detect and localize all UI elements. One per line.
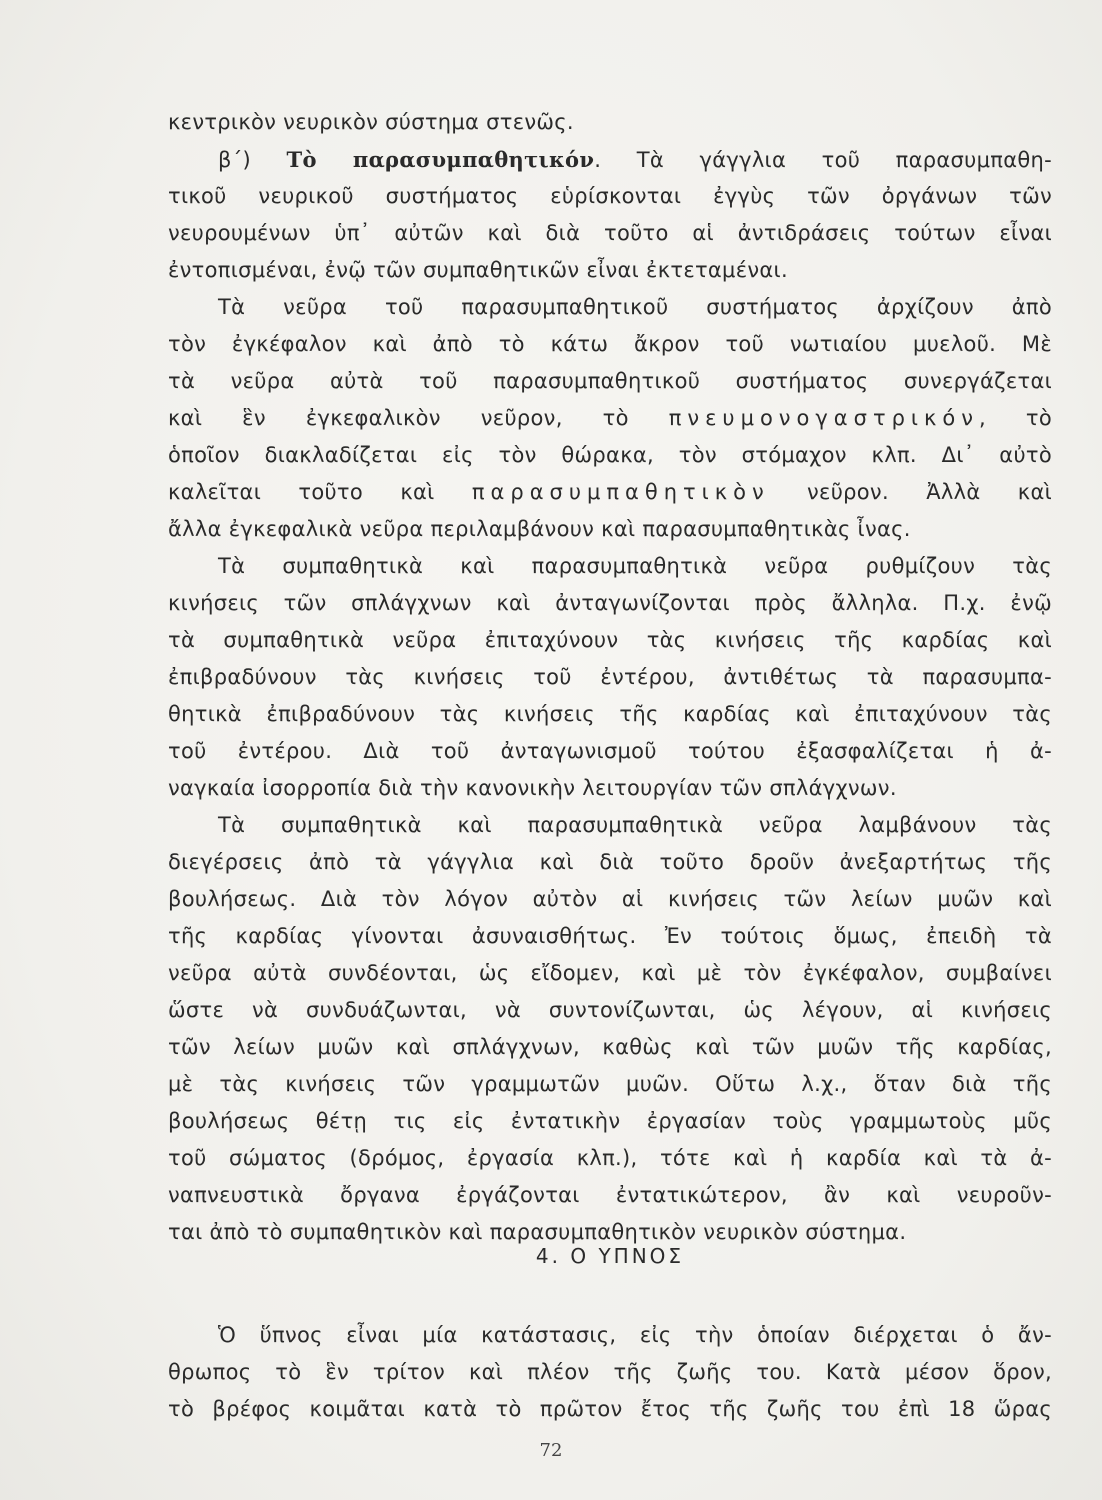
text-line: τοῦ σώματος (δρόμος, ἐργασία κλπ.), τότε καὶ ἡ καρδία καὶ τὰ ἀ- (168, 1146, 1052, 1170)
text-line: ὁποῖον διακλαδίζεται εἰς τὸν θώρακα, τὸν στόμαχον κλπ. Δι᾽ αὐτὸ (168, 443, 1052, 467)
text-line: θρωπος τὸ ἓν τρίτον καὶ πλέον τῆς ζωῆς του. Κατὰ μέσον ὅρον, (168, 1360, 1052, 1384)
text-line: Τὰ συμπαθητικὰ καὶ παρασυμπαθητικὰ νεῦρα ρυθμίζουν τὰς (218, 554, 1052, 578)
text-line: θητικὰ ἐπιβραδύνουν τὰς κινήσεις τῆς καρδίας καὶ ἐπιταχύνουν τὰς (168, 702, 1052, 726)
section-label: β΄) (218, 148, 251, 172)
text-line: Τὰ συμπαθητικὰ καὶ παρασυμπαθητικὰ νεῦρα λαμβάνουν τὰς (218, 813, 1052, 837)
text-line: τὸν ἐγκέφαλον καὶ ἀπὸ τὸ κάτω ἄκρον τοῦ νωτιαίου μυελοῦ. Μὲ (168, 332, 1052, 356)
text-line: τὰ νεῦρα αὐτὰ τοῦ παρασυμπαθητικοῦ συστήματος συνεργάζεται (168, 369, 1052, 393)
text-line (168, 400, 1052, 437)
text-fragment: καλεῖται τοῦτο καὶ (168, 480, 435, 504)
text-line (168, 474, 1052, 511)
text-line: ἐπιβραδύνουν τὰς κινήσεις τοῦ ἐντέρου, ἀντιθέτως τὰ παρασυμπα- (168, 665, 1052, 689)
text-line: τῶν λείων μυῶν καὶ σπλάγχνων, καθὼς καὶ τῶν μυῶν τῆς καρδίας, (168, 1035, 1052, 1059)
text-line: κεντρικὸν νευρικὸν σύστημα στενῶς. (168, 110, 574, 134)
section-title: Τὸ παρασυμπαθητικόν (286, 147, 595, 172)
text-line: ἄλλα ἐγκεφαλικὰ νεῦρα περιλαμβάνουν καὶ παρασυμπαθητικὰς ἶνας. (168, 517, 911, 541)
page-number: 72 (539, 1440, 563, 1461)
text-line: Τὰ νεῦρα τοῦ παρασυμπαθητικοῦ συστήματος ἀρχίζουν ἀπὸ (218, 295, 1052, 319)
text-line: ὥστε νὰ συνδυάζωνται, νὰ συντονίζωνται, ὡς λέγουν, αἱ κινήσεις (168, 998, 1052, 1022)
text-line: νεῦρα αὐτὰ συνδέονται, ὡς εἴδομεν, καὶ μὲ τὸν ἐγκέφαλον, συμβαίνει (168, 961, 1052, 985)
text-line: ναγκαία ἰσορροπία διὰ τὴν κανονικὴν λειτουργίαν τῶν σπλάγχνων. (168, 776, 897, 800)
text-fragment: νεῦρον. Ἀλλὰ καὶ (807, 480, 1053, 504)
text-line: τὸ βρέφος κοιμᾶται κατὰ τὸ πρῶτον ἔτος τῆς ζωῆς του ἐπὶ 18 ὥρας (168, 1397, 1052, 1421)
text-line: ναπνευστικὰ ὄργανα ἐργάζονται ἐντατικώτερον, ἂν καὶ νευροῦν- (168, 1183, 1052, 1207)
text-line: ται ἀπὸ τὸ συμπαθητικὸν καὶ παρασυμπαθητικὸν νευρικὸν σύστημα. (168, 1220, 907, 1244)
text-line: βουλήσεως. Διὰ τὸν λόγον αὐτὸν αἱ κινήσεις τῶν λείων μυῶν καὶ (168, 887, 1052, 911)
section-title-line (168, 141, 1052, 178)
spaced-term: παρασυμπαθητικὸν (471, 480, 770, 504)
text-line: μὲ τὰς κινήσεις τῶν γραμμωτῶν μυῶν. Οὕτω λ.χ., ὅταν διὰ τῆς (168, 1072, 1052, 1096)
text-line: διεγέρσεις ἀπὸ τὰ γάγγλια καὶ διὰ τοῦτο δροῦν ἀνεξαρτήτως τῆς (168, 850, 1052, 874)
text-fragment: καὶ ἓν ἐγκεφαλικὸν νεῦρον, τὸ (168, 406, 629, 430)
text-line: τῆς καρδίας γίνονται ἀσυναισθήτως. Ἐν τούτοις ὅμως, ἐπειδὴ τὰ (168, 924, 1052, 948)
text-line: κινήσεις τῶν σπλάγχνων καὶ ἀνταγωνίζονται πρὸς ἄλληλα. Π.χ. ἐνῷ (168, 591, 1052, 615)
text-fragment: . Τὰ γάγγλια τοῦ παρασυμπαθη- (594, 148, 1052, 172)
chapter-heading: 4. Ο ΥΠΝΟΣ (535, 1244, 685, 1268)
text-fragment: , τὸ (978, 406, 1053, 430)
text-line: νευρουμένων ὑπ᾽ αὐτῶν καὶ διὰ τοῦτο αἱ ἀντιδράσεις τούτων εἶναι (168, 221, 1052, 245)
text-line: ἐντοπισμέναι, ἐνῷ τῶν συμπαθητικῶν εἶναι ἐκτεταμέναι. (168, 258, 788, 282)
text-line: τὰ συμπαθητικὰ νεῦρα ἐπιταχύνουν τὰς κινήσεις τῆς καρδίας καὶ (168, 628, 1052, 652)
text-line: τικοῦ νευρικοῦ συστήματος εὑρίσκονται ἐγγὺς τῶν ὀργάνων τῶν (168, 184, 1052, 208)
spaced-term: πνευμονογαστρικόν (668, 406, 979, 430)
text-line: βουλήσεως θέτῃ τις εἰς ἐντατικὴν ἐργασίαν τοὺς γραμμωτοὺς μῦς (168, 1109, 1052, 1133)
body-text-top (168, 104, 1052, 1251)
text-line: τοῦ ἐντέρου. Διὰ τοῦ ἀνταγωνισμοῦ τούτου ἐξασφαλίζεται ἡ ἀ- (168, 739, 1052, 763)
text-line: Ὁ ὕπνος εἶναι μία κατάστασις, εἰς τὴν ὁποίαν διέρχεται ὁ ἄν- (218, 1323, 1052, 1347)
body-text-bottom (168, 1317, 1052, 1428)
